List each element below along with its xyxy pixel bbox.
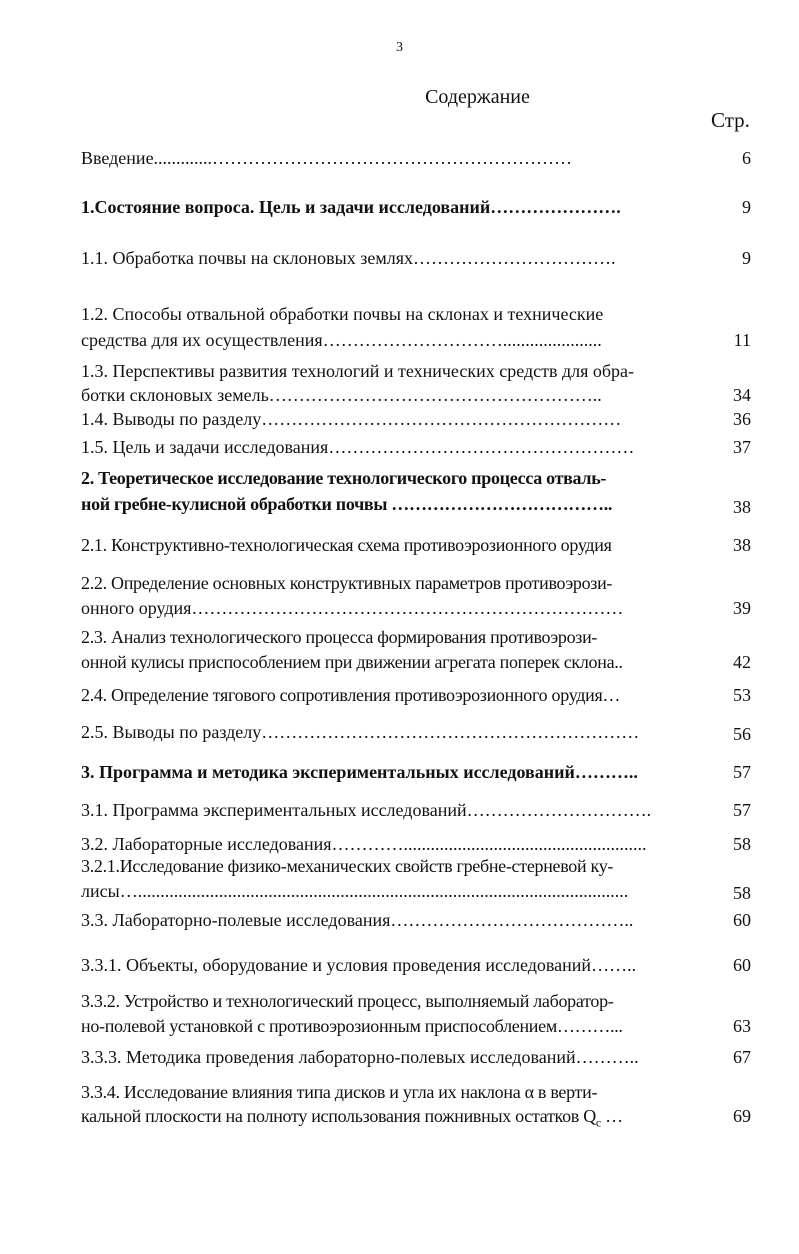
toc-entry-line: 3.1. Программа экспериментальных исследований…………………………. <box>81 800 652 820</box>
toc-entry-page: 63 <box>733 1016 751 1036</box>
toc-entry-line: 3.3.4. Исследование влияния типа дисков и угла их наклона α в верти- <box>81 1082 598 1102</box>
toc-entry-line: 2.1. Конструктивно-технологическая схема противоэрозионного орудия <box>81 535 612 555</box>
toc-entry-page: 36 <box>733 409 751 429</box>
toc-entry-page: 60 <box>733 955 751 975</box>
page-number: 3 <box>396 40 403 55</box>
toc-entry-line: 3.3.2. Устройство и технологический процесс, выполняемый лаборатор- <box>81 991 614 1011</box>
toc-entry-page: 37 <box>733 437 751 457</box>
toc-entry-line: 2.3. Анализ технологического процесса формирования противоэрози- <box>81 627 598 647</box>
toc-entry-line: 3.2. Лабораторные исследования…………...................................................... <box>81 834 647 854</box>
toc-entry-line: 2.4. Определение тягового сопротивления противоэрозионного орудия… <box>81 685 621 705</box>
toc-entry-line: 2.2. Определение основных конструктивных параметров противоэрози- <box>81 573 613 593</box>
toc-entry-line: 2. Теоретическое исследование технологического процесса отваль- <box>81 468 607 488</box>
subscript-c: c <box>595 1115 601 1130</box>
toc-entry-page: 38 <box>733 535 751 555</box>
toc-entry-line: онного орудия……………………………………………………………… <box>81 598 624 618</box>
toc-entry-page: 9 <box>742 248 751 268</box>
toc-entry-leader: … <box>600 1106 623 1126</box>
toc-entry-page: 34 <box>733 385 751 405</box>
toc-entry-line: 1.2. Способы отвальной обработки почвы на склонах и технические <box>81 304 604 324</box>
toc-entry-page: 6 <box>742 148 751 168</box>
toc-entry-page: 58 <box>733 834 751 854</box>
toc-entry-line: ной гребне-кулисной обработки почвы ……………………………….. <box>81 494 613 514</box>
toc-entry-line: ботки склоновых земель……………………………………………….. <box>81 385 602 405</box>
toc-entry-page: 56 <box>733 724 751 744</box>
toc-entry-line: 3.3.1. Объекты, оборудование и условия проведения исследований…….. <box>81 955 637 975</box>
toc-entry-line: 1.5. Цель и задачи исследования…………………………………………… <box>81 437 635 457</box>
toc-entry-page: 57 <box>733 762 751 782</box>
toc-entry-line <box>81 1106 623 1131</box>
toc-entry-page: 69 <box>733 1106 751 1126</box>
toc-entry-line: онной кулисы приспособлением при движении агрегата поперек склона.. <box>81 652 623 672</box>
toc-entry-page: 58 <box>733 883 751 903</box>
toc-entry-page: 39 <box>733 598 751 618</box>
toc-entry-page: 38 <box>733 497 751 517</box>
toc-entry-line: средства для их осуществления…………………………...................... <box>81 330 602 350</box>
toc-entry-page: 67 <box>733 1047 751 1067</box>
toc-entry-page: 60 <box>733 910 751 930</box>
toc-entry-page: 42 <box>733 652 751 672</box>
toc-entry-line: 1.4. Выводы по разделу…………………………………………………… <box>81 409 622 429</box>
toc-entry-line: 3.3. Лабораторно-полевые исследования………………………………….. <box>81 910 634 930</box>
toc-entry-line: 3. Программа и методика экспериментальных исследований……….. <box>81 762 638 782</box>
toc-entry-page: 9 <box>742 197 751 217</box>
toc-entry-line: но-полевой установкой с противоэрозионным приспособлением………... <box>81 1016 623 1036</box>
page-title: Содержание <box>425 86 530 108</box>
toc-entry-text: кальной плоскости на полноту использования пожнивных остатков Q <box>81 1106 596 1126</box>
toc-entry-line: лисы…............................................................................................................. <box>81 881 629 901</box>
toc-entry-line: 2.5. Выводы по разделу……………………………………………………… <box>81 722 640 742</box>
toc-entry-line: 1.Состояние вопроса. Цель и задачи исследований…………………. <box>81 197 621 217</box>
page-column-label: Стр. <box>711 108 750 132</box>
toc-entry-line: 1.1. Обработка почвы на склоновых землях……………………………. <box>81 248 616 268</box>
toc-entry-line: 1.3. Перспективы развития технологий и технических средств для обра- <box>81 361 635 381</box>
toc-entry-page: 11 <box>733 330 751 350</box>
toc-entry-line: 3.3.3. Методика проведения лабораторно-полевых исследований……….. <box>81 1047 639 1067</box>
toc-entry-line: Введение.............…………………………………………………… <box>81 148 573 168</box>
toc-entry-page: 57 <box>733 800 751 820</box>
toc-entry-line: 3.2.1.Исследование физико-механических свойств гребне-стерневой ку- <box>81 856 614 876</box>
toc-entry-page: 53 <box>733 685 751 705</box>
